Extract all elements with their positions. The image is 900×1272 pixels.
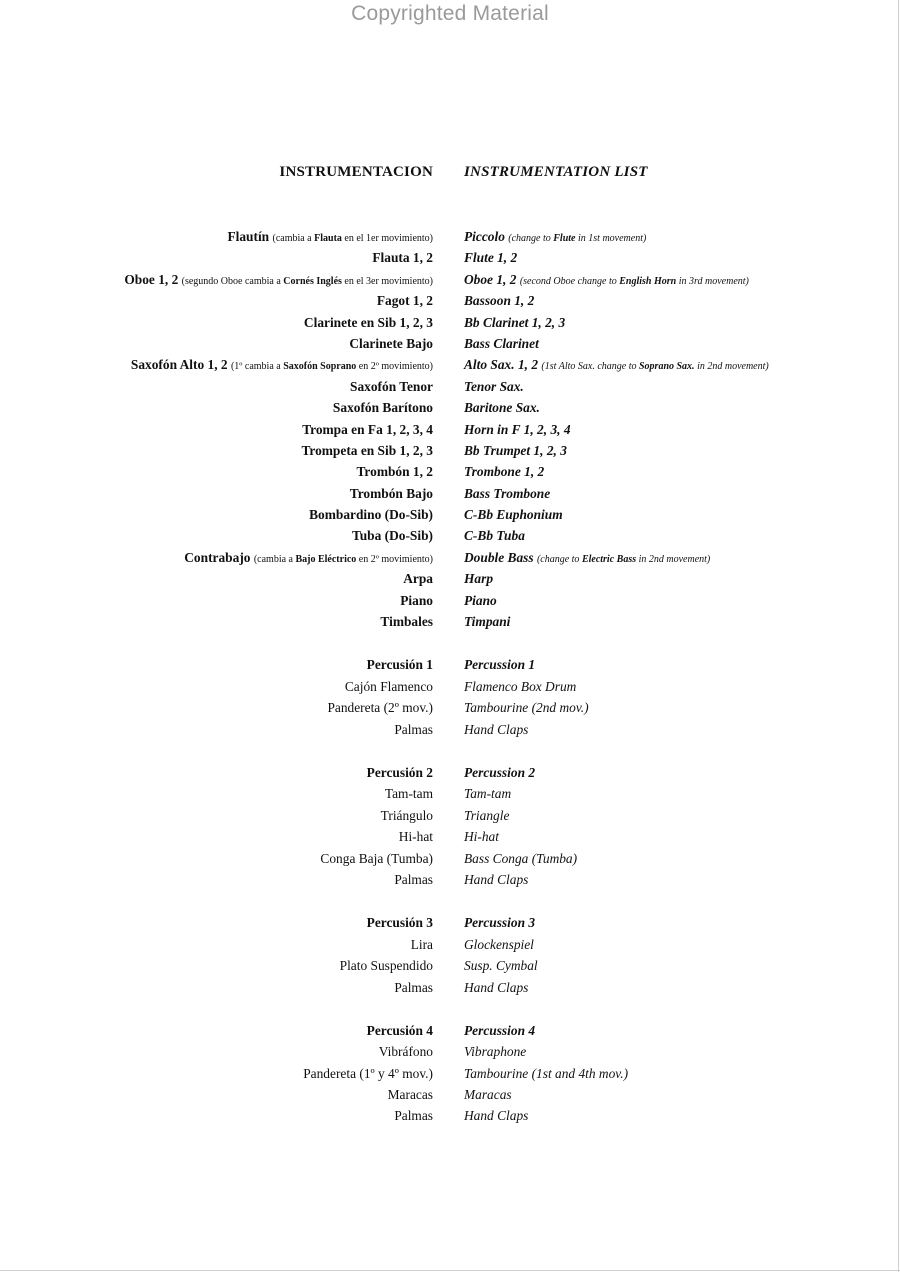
spanish-instrument — [0, 568, 433, 589]
english-instrument-name: Bb Clarinet 1, 2, 3 — [464, 314, 566, 330]
english-instrument-name: Baritone Sax. — [464, 400, 540, 416]
english-instrument-name: Trombone 1, 2 — [464, 464, 545, 480]
spanish-percussion-item: Maracas — [387, 1087, 433, 1103]
spanish-instrument-name: Clarinete Bajo — [349, 335, 433, 351]
spanish-instrument — [0, 397, 433, 418]
instrument-row — [0, 354, 900, 375]
english-percussion-item: Hi-hat — [464, 829, 499, 845]
english-instrument — [433, 461, 544, 482]
english-heading: INSTRUMENTATION LIST — [464, 164, 648, 180]
english-instrument-name: Oboe 1, 2 — [464, 271, 517, 287]
spanish-instrument-name: Trombón Bajo — [349, 485, 433, 501]
spanish-instrument-name: Saxofón Tenor — [350, 378, 433, 394]
english-percussion-group: Percussion 4 — [464, 1022, 536, 1038]
english-percussion-group: Percussion 2 — [464, 764, 536, 780]
copyright-watermark: Copyrighted Material — [351, 2, 549, 25]
spanish-instrument-name: Flautín — [227, 229, 270, 244]
english-instrument — [433, 504, 563, 525]
english-percussion-item: Tambourine (2nd mov.) — [464, 700, 589, 716]
english-percussion-item: Hand Claps — [464, 979, 529, 995]
percussion-item-row — [0, 955, 900, 976]
spanish-instrument — [0, 269, 433, 292]
spanish-instrument — [0, 483, 433, 504]
percussion-group-header — [0, 1020, 900, 1041]
english-instrument — [433, 419, 571, 440]
spanish-instrument — [0, 226, 433, 249]
percussion-group-header — [0, 912, 900, 933]
spanish-instrument — [0, 440, 433, 461]
spanish-percussion-item: Cajón Flamenco — [344, 678, 433, 694]
english-instrument — [433, 568, 493, 589]
spanish-percussion-group: Percusión 1 — [366, 657, 433, 673]
english-instrument — [433, 269, 749, 292]
spanish-instrument-name: Piano — [400, 592, 433, 608]
spanish-instrument-name: Trompa en Fa 1, 2, 3, 4 — [302, 421, 433, 437]
english-percussion-group: Percussion 1 — [464, 657, 536, 673]
english-instrument-name: Timpani — [464, 614, 511, 630]
instrument-row — [0, 333, 900, 354]
english-percussion-item: Vibraphone — [464, 1044, 527, 1060]
page-edge-bottom — [0, 1270, 900, 1271]
percussion-group-header — [0, 762, 900, 783]
spanish-instrument-name: Arpa — [403, 571, 433, 587]
spanish-instrument — [0, 611, 433, 632]
spanish-percussion-group: Percusión 3 — [366, 915, 433, 931]
percussion-item-row — [0, 676, 900, 697]
english-percussion-item: Hand Claps — [464, 1108, 529, 1124]
spanish-instrument — [0, 547, 433, 570]
column-headers — [0, 160, 900, 184]
spanish-percussion-item: Pandereta (2º mov.) — [327, 700, 433, 716]
english-instrument — [433, 397, 540, 418]
english-instrument-name: Bb Trumpet 1, 2, 3 — [464, 442, 567, 458]
english-percussion-item: Tambourine (1st and 4th mov.) — [464, 1065, 629, 1081]
instrument-row — [0, 440, 900, 461]
spanish-instrument — [0, 504, 433, 525]
spanish-instrument-note: (segundo Oboe cambia a Cornés Inglés en el 3er movimiento) — [181, 275, 433, 287]
english-percussion-item: Glockenspiel — [464, 936, 534, 952]
spanish-instrument-name: Saxofón Alto 1, 2 — [130, 357, 228, 373]
instrument-row — [0, 247, 900, 268]
spanish-instrument — [0, 247, 433, 268]
instrument-row — [0, 611, 900, 632]
percussion-item-row — [0, 934, 900, 955]
spanish-instrument-name: Bombardino (Do-Sib) — [309, 507, 433, 523]
percussion-item-row — [0, 848, 900, 869]
english-instrument-name: Bass Trombone — [464, 485, 551, 501]
spanish-percussion-item: Pandereta (1º y 4º mov.) — [303, 1065, 433, 1081]
english-instrument — [433, 483, 550, 504]
instrument-row — [0, 269, 900, 290]
english-instrument-name: Flute 1, 2 — [464, 250, 518, 266]
percussion-item-row — [0, 783, 900, 804]
instrument-row — [0, 525, 900, 546]
english-percussion-item: Hand Claps — [464, 871, 529, 887]
instrument-row — [0, 504, 900, 525]
english-instrument-name: Harp — [464, 571, 494, 587]
english-instrument — [433, 354, 769, 377]
percussion-item-row — [0, 1063, 900, 1084]
spanish-percussion-item: Conga Baja (Tumba) — [320, 850, 433, 866]
english-percussion-item: Flamenco Box Drum — [464, 678, 577, 694]
spanish-instrument-name: Timbales — [380, 614, 433, 630]
english-instrument — [433, 440, 567, 461]
spanish-instrument-note: (cambia a Flauta en el 1er movimiento) — [272, 233, 433, 244]
percussion-item-row — [0, 719, 900, 740]
english-percussion-item: Bass Conga (Tumba) — [464, 850, 578, 866]
english-percussion-item: Triangle — [464, 807, 510, 823]
spanish-instrument-name: Oboe 1, 2 — [124, 271, 179, 287]
percussion-item-row — [0, 977, 900, 998]
instrument-row — [0, 397, 900, 418]
english-instrument — [433, 247, 517, 268]
spanish-instrument — [0, 525, 433, 546]
instrument-row — [0, 226, 900, 247]
english-instrument — [433, 333, 539, 354]
english-instrument — [433, 290, 534, 311]
english-instrument-name: C-Bb Tuba — [464, 528, 525, 544]
instrument-row — [0, 376, 900, 397]
instrument-row — [0, 568, 900, 589]
percussion-item-row — [0, 826, 900, 847]
instrument-row — [0, 590, 900, 611]
instrument-list — [0, 226, 900, 632]
english-instrument-name: Double Bass — [464, 549, 534, 565]
spanish-percussion-item: Vibráfono — [378, 1044, 433, 1060]
english-percussion-group: Percussion 3 — [464, 915, 536, 931]
english-instrument-name: C-Bb Euphonium — [464, 507, 563, 523]
instrument-row — [0, 419, 900, 440]
english-instrument-note: (second Oboe change to English Horn in 3rd movement) — [519, 275, 749, 287]
english-instrument-name: Alto Sax. 1, 2 — [464, 357, 539, 373]
spanish-instrument — [0, 333, 433, 354]
instrumentation-sheet — [0, 160, 900, 1127]
percussion-item-row — [0, 1105, 900, 1126]
english-instrument-name: Bass Clarinet — [464, 335, 539, 351]
english-instrument-name: Tenor Sax. — [464, 378, 524, 394]
spanish-percussion-item: Triángulo — [380, 807, 433, 823]
english-instrument — [433, 376, 524, 397]
spanish-instrument-name: Trompeta en Sib 1, 2, 3 — [301, 442, 433, 458]
instrument-row — [0, 290, 900, 311]
english-instrument — [433, 525, 525, 546]
spanish-percussion-item: Palmas — [394, 721, 433, 737]
spanish-instrument-name: Saxofón Barítono — [332, 400, 433, 416]
instrument-row — [0, 461, 900, 482]
english-instrument-name: Bassoon 1, 2 — [464, 293, 535, 309]
english-instrument — [433, 547, 710, 570]
spanish-instrument-name: Clarinete en Sib 1, 2, 3 — [303, 314, 433, 330]
spanish-percussion-group: Percusión 4 — [366, 1022, 433, 1038]
english-instrument-note: (change to Flute in 1st movement) — [508, 233, 647, 244]
spanish-instrument — [0, 376, 433, 397]
english-instrument-note: (change to Electric Bass in 2nd movement) — [536, 553, 711, 565]
spanish-instrument-name: Fagot 1, 2 — [376, 293, 433, 309]
spanish-instrument — [0, 290, 433, 311]
english-percussion-item: Susp. Cymbal — [464, 958, 538, 974]
spanish-percussion-item: Tam-tam — [384, 786, 433, 802]
percussion-list — [0, 654, 900, 1126]
english-instrument — [433, 312, 565, 333]
english-instrument — [433, 611, 510, 632]
spanish-instrument — [0, 312, 433, 333]
percussion-item-row — [0, 869, 900, 890]
percussion-item-row — [0, 805, 900, 826]
spanish-percussion-item: Plato Suspendido — [339, 958, 433, 974]
percussion-item-row — [0, 1041, 900, 1062]
spanish-percussion-group: Percusión 2 — [366, 764, 433, 780]
spanish-percussion-item: Palmas — [394, 1108, 433, 1124]
spanish-percussion-item: Lira — [410, 936, 433, 952]
spanish-instrument — [0, 590, 433, 611]
english-instrument-name: Horn in F 1, 2, 3, 4 — [464, 421, 571, 437]
percussion-group-header — [0, 654, 900, 675]
spanish-instrument — [0, 419, 433, 440]
english-instrument-note: (1st Alto Sax. change to Soprano Sax. in 2nd movement) — [541, 361, 769, 373]
spanish-instrument-name: Flauta 1, 2 — [372, 250, 433, 266]
spanish-instrument-name: Contrabajo — [184, 549, 251, 565]
english-percussion-item: Maracas — [464, 1087, 512, 1103]
spanish-instrument-note: (cambia a Bajo Eléctrico en 2º movimiento) — [253, 553, 433, 565]
english-instrument-name: Piccolo — [464, 229, 505, 244]
spanish-instrument-name: Trombón 1, 2 — [356, 464, 433, 480]
english-instrument-name: Piano — [464, 592, 497, 608]
instrument-row — [0, 547, 900, 568]
spanish-instrument-note: (1º cambia a Saxofón Soprano en 2º movimiento) — [230, 361, 433, 373]
english-instrument — [433, 590, 497, 611]
percussion-item-row — [0, 1084, 900, 1105]
spanish-instrument — [0, 354, 433, 377]
instrument-row — [0, 483, 900, 504]
percussion-item-row — [0, 697, 900, 718]
english-instrument — [433, 226, 646, 249]
english-percussion-item: Hand Claps — [464, 721, 529, 737]
spanish-percussion-item: Palmas — [394, 871, 433, 887]
spanish-instrument-name: Tuba (Do-Sib) — [352, 528, 433, 544]
spanish-percussion-item: Hi-hat — [398, 829, 433, 845]
english-percussion-item: Tam-tam — [464, 786, 512, 802]
spanish-percussion-item: Palmas — [394, 979, 433, 995]
spanish-heading: INSTRUMENTACION — [279, 164, 433, 180]
instrument-row — [0, 312, 900, 333]
spanish-instrument — [0, 461, 433, 482]
